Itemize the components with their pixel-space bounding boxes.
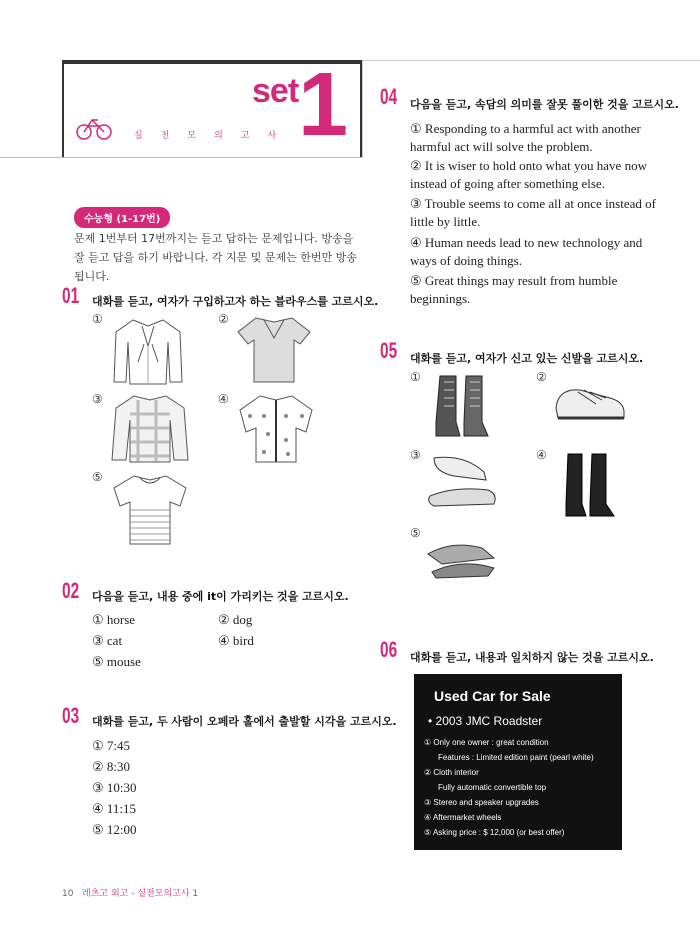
q06-text: 대화를 듣고, 내용과 일치하지 않는 것을 고르시오. <box>410 651 654 664</box>
striped-blouse-image <box>108 470 192 550</box>
q05-mark-4: ④ <box>536 448 547 462</box>
section-intro: 문제 1번부터 17번까지는 듣고 답하는 문제입니다. 방송을 잘 듣고 답을 하기 바랍니다. 각 지문 및 문제는 한번만 방송됩니다. <box>74 232 357 283</box>
q02-option-3[interactable]: ③ cat <box>92 633 123 648</box>
plaid-shirt-image <box>108 390 192 466</box>
bow-blouse-image <box>108 312 188 388</box>
set-label: set <box>252 72 299 110</box>
q02-text: 다음을 듣고, 내용 중에 it이 가리키는 것을 고르시오. <box>92 590 349 603</box>
set-subtitle: 실전모의고사 <box>134 131 295 141</box>
q05-mark-1: ① <box>410 370 421 384</box>
q03-option-2[interactable]: ② 8:30 <box>92 759 131 774</box>
q01-text: 대화를 듣고, 여자가 구입하고자 하는 블라우스를 고르시오. <box>92 295 379 308</box>
q02-option-5[interactable]: ⑤ mouse <box>92 654 141 669</box>
dotted-shirt-image <box>234 390 318 466</box>
q02-option-1[interactable]: ① horse <box>92 612 136 627</box>
q02-option-2[interactable]: ② dog <box>218 612 253 627</box>
q01-number: 01 <box>62 283 80 308</box>
q05-text: 대화를 듣고, 여자가 신고 있는 신발을 고르시오. <box>410 352 644 365</box>
loafers-image <box>424 450 504 520</box>
used-car-ad <box>414 674 622 850</box>
ad-line-4: Fully automatic convertible top <box>438 783 547 792</box>
q01-mark-4: ④ <box>218 392 229 406</box>
combat-boots-image <box>430 372 500 442</box>
q05-mark-2: ② <box>536 370 547 384</box>
ad-model: • 2003 JMC Roadster <box>428 714 543 728</box>
q01-mark-5: ⑤ <box>92 470 103 484</box>
ad-line-2: Features : Limited edition paint (pearl white) <box>438 753 594 762</box>
q05-mark-5: ⑤ <box>410 526 421 540</box>
set-number: 1 <box>298 55 349 155</box>
q03-option-4[interactable]: ④ 11:15 <box>92 801 137 816</box>
bicycle-icon <box>74 112 114 142</box>
ad-line-6: ④ Aftermarket wheels <box>424 813 502 822</box>
q03-option-3[interactable]: ③ 10:30 <box>92 780 137 795</box>
page-footer <box>62 886 198 899</box>
q02-option-4[interactable]: ④ bird <box>218 633 254 648</box>
flats-image <box>422 534 502 584</box>
divider-vertical <box>362 60 363 158</box>
divider-left <box>0 157 362 158</box>
q04-option-2[interactable]: ② It is wiser to hold onto what you have now instead of going after something else. <box>410 158 647 191</box>
q06-number: 06 <box>380 637 398 662</box>
q04-option-4[interactable]: ④ Human needs lead to new technology and ways of doing things. <box>410 235 643 268</box>
ad-line-1: ① Only one owner : great condition <box>424 738 549 747</box>
q04-option-3[interactable]: ③ Trouble seems to come all at once instead of little by little. <box>410 196 656 229</box>
q04-option-5[interactable]: ⑤ Great things may result from humble beginnings. <box>410 273 618 306</box>
q04-option-1[interactable]: ① Responding to a harmful act with another harmful act will solve the problem. <box>410 121 641 154</box>
footer-text: 레츠고 외고 - 실전모의고사 1 <box>82 889 199 899</box>
q03-number: 03 <box>62 703 80 728</box>
q01-mark-3: ③ <box>92 392 103 406</box>
v-neck-tee-image <box>234 312 314 384</box>
ad-title: Used Car for Sale <box>434 688 551 704</box>
q04-text: 다음을 듣고, 속담의 의미를 잘못 풀이한 것을 고르시오. <box>410 98 679 111</box>
q01-mark-1: ① <box>92 312 103 326</box>
section-pill: 수능형 (1-17번) <box>74 207 170 228</box>
q05-number: 05 <box>380 338 398 363</box>
q02-number: 02 <box>62 578 80 603</box>
divider-top-right <box>362 60 700 61</box>
q03-option-5[interactable]: ⑤ 12:00 <box>92 822 137 837</box>
page-number: 10 <box>62 889 74 899</box>
ad-line-3: ② Cloth interior <box>424 768 479 777</box>
q03-option-1[interactable]: ① 7:45 <box>92 738 131 753</box>
q01-mark-2: ② <box>218 312 229 326</box>
ad-line-7: ⑤ Asking price : $ 12,000 (or best offer) <box>424 828 565 837</box>
ad-line-5: ③ Stereo and speaker upgrades <box>424 798 539 807</box>
q04-number: 04 <box>380 84 398 109</box>
sneakers-image <box>550 378 630 428</box>
q03-text: 대화를 듣고, 두 사람이 오페라 홀에서 출발할 시각을 고르시오. <box>92 715 397 728</box>
tall-boots-image <box>562 452 618 522</box>
q05-mark-3: ③ <box>410 448 421 462</box>
